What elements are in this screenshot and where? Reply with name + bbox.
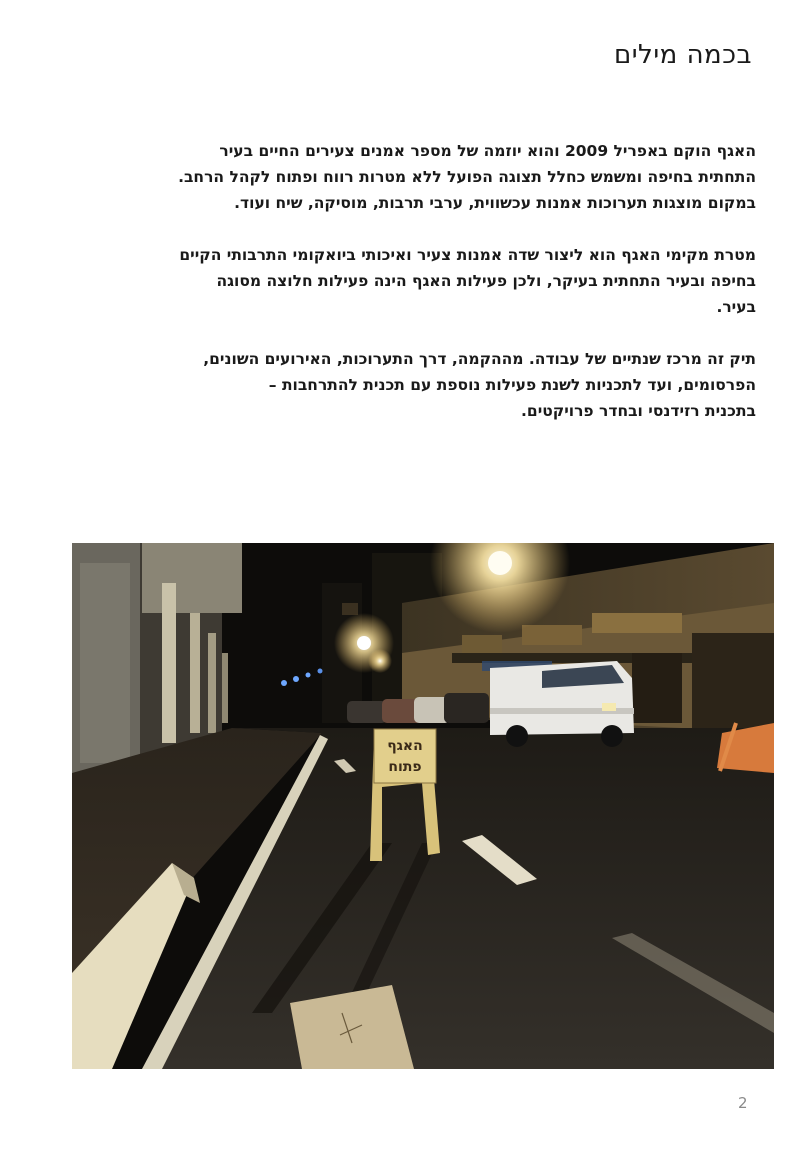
sign-line-1: האגף — [387, 738, 423, 754]
text-line: מטרת מקימי האגף הוא ליצור שדה אמנות צעיר ואיכותי ביואקומי התרבותי הקיים — [179, 246, 756, 264]
text-line: בחיפה ובעיר התחתית בעיקר, ולכן פעילות האגף הינה פעילות חלוצה מסוגה — [216, 272, 756, 290]
paragraph-intro — [44, 138, 756, 216]
page-title: בכמה מילים — [613, 40, 752, 70]
text-line: התחתית בחיפה ומשמש כחלל תצוגה הפועל ללא מטרות רווח ופתוח לקהל הרחב. — [178, 168, 756, 186]
text-line: במקום מוצגות תערוכות אמנות עכשווית, ערבי תרבות, מוסיקה, שיח ועוד. — [234, 194, 756, 212]
sign-line-2: פתוח — [388, 759, 422, 775]
page-number: 2 — [738, 1094, 748, 1112]
text-line: האגף הוקם באפריל 2009 והוא יוזמה של מספר אמנים צעירים החיים בעיר — [219, 142, 756, 160]
text-line: הפרסומים, ועד לתכניות לשנת פעילות נוספת עם תכנית להתרחבות – — [268, 376, 756, 394]
body-text — [44, 138, 756, 450]
street-night-photo — [72, 543, 774, 1069]
paragraph-goal — [44, 242, 756, 320]
paragraph-portfolio — [44, 346, 756, 424]
text-line: בעיר. — [716, 298, 756, 316]
text-line: בתכנית רזידנסי ובחדר פרויקטים. — [521, 402, 756, 420]
text-line: תיק זה מרכז שנתיים של עבודה. מההקמה, דרך התערוכות, האירועים השונים, — [203, 350, 756, 368]
